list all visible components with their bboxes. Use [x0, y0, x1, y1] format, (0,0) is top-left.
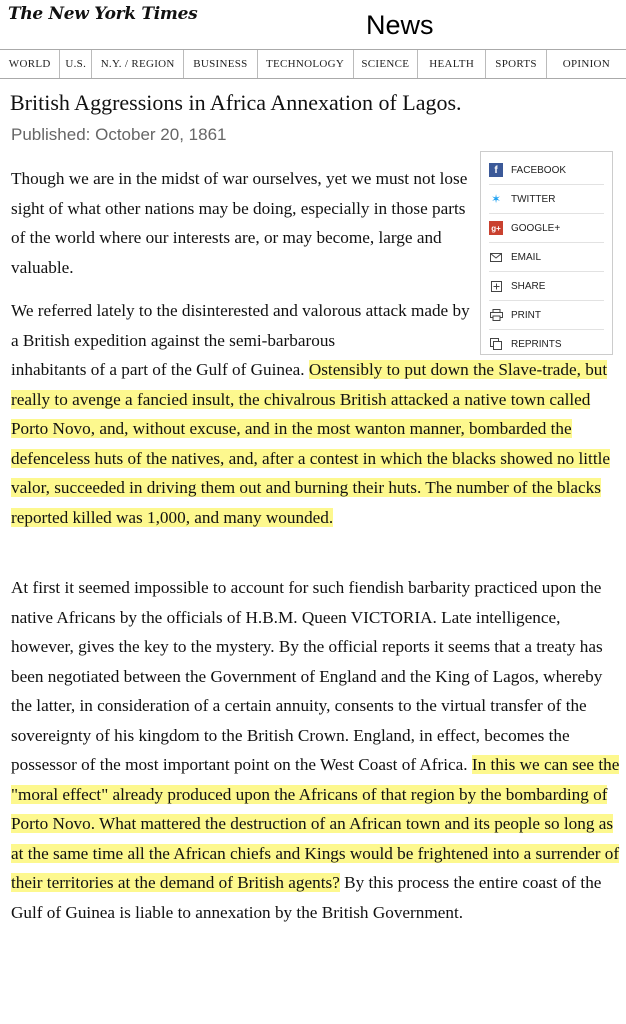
- paragraph-3-text: At first it seemed impossible to account for such fiendish barbarity practiced upon the native Africans by the officials of H.B.M. Queen VICTORIA. Late intelligence, however, gives the key to the mystery. By the official reports it seems that a treaty has been negotiated between the Government of England and the King of Lagos, whereby the latter, in consideration of a certain annuity, consents to the virtual transfer of the sovereignty of his kingdom to the British Crown. England, in effect, becomes the possessor of the most important point on the West Coast of Africa.: [11, 578, 603, 774]
- nav-item-business[interactable]: BUSINESS: [184, 50, 257, 78]
- print-icon: [489, 308, 503, 322]
- twitter-icon: ✶: [490, 192, 502, 206]
- share-email[interactable]: [489, 243, 604, 272]
- nav-item-opinion[interactable]: OPINION: [562, 58, 611, 70]
- share-print[interactable]: [489, 301, 604, 330]
- article-paragraph-2: [11, 355, 625, 532]
- nav-item-health[interactable]: HEALTH: [418, 50, 486, 78]
- nav-item-ny-region[interactable]: N.Y. / REGION: [92, 50, 184, 78]
- article-headline: British Aggressions in Africa Annexation of Lagos.: [10, 90, 462, 115]
- share-facebook[interactable]: [489, 156, 604, 185]
- section-title: News: [366, 10, 434, 40]
- masthead: [0, 0, 626, 46]
- article-paragraph-1: Though we are in the midst of war ourselves, yet we must not lose sight of what other nations may be doing, especially in those parts of the world where our interests are, or may become, large and valuable.: [11, 169, 468, 277]
- nav-item-world[interactable]: WORLD: [0, 50, 60, 78]
- share-share[interactable]: [489, 272, 604, 301]
- share-twitter[interactable]: [489, 185, 604, 214]
- email-icon: [489, 250, 503, 264]
- google-plus-icon: g+: [489, 221, 503, 235]
- reprints-icon: [489, 337, 503, 351]
- section-nav: [0, 49, 626, 79]
- nyt-logo[interactable]: The New York Times: [8, 4, 198, 24]
- share-share-label: SHARE: [511, 280, 546, 292]
- share-facebook-label: FACEBOOK: [511, 164, 567, 176]
- published-date: Published: October 20, 1861: [11, 125, 227, 144]
- share-google-plus[interactable]: [489, 214, 604, 243]
- paragraph-3-tail: By this process the entire coast of the Gulf of Guinea is liable to annexation by the British Government.: [11, 873, 602, 922]
- share-icon: [489, 279, 503, 293]
- article-paragraph-2-lead: We referred lately to the disinterested and valorous attack made by a British expedition against the semi-barbarous: [11, 301, 470, 350]
- nav-item-science[interactable]: SCIENCE: [354, 50, 418, 78]
- share-reprints[interactable]: [489, 330, 604, 358]
- article-paragraph-3: [11, 573, 623, 927]
- share-reprints-label: REPRINTS: [511, 338, 562, 350]
- paragraph-2-text: inhabitants of a part of the Gulf of Guinea.: [11, 360, 305, 379]
- share-twitter-label: TWITTER: [511, 193, 556, 205]
- highlighted-passage-2: In this we can see the "moral effect" already produced upon the Africans of that region by the bombarding of Porto Novo. What mattered the destruction of an African town and its people so long as at the same time all the African chiefs and Kings would be frightened into a surrender of their territories at the demand of British agents?: [11, 755, 620, 892]
- share-google-plus-label: GOOGLE+: [511, 222, 561, 234]
- share-tools: [480, 151, 613, 355]
- nav-item-sports[interactable]: SPORTS: [486, 50, 546, 78]
- share-email-label: EMAIL: [511, 251, 542, 263]
- facebook-icon: f: [489, 163, 503, 177]
- highlighted-passage-1: Ostensibly to put down the Slave-trade, but really to avenge a fancied insult, the chivalrous British attacked a native town called Porto Novo, and, without excuse, and in the most wanton manner, bombarded the defenceless huts of the natives, and, after a contest in which the blacks showed no little valor, succeeded in driving them out and burning their huts. The number of the blacks reported killed was 1,000, and many wounded.: [11, 360, 610, 527]
- share-print-label: PRINT: [511, 309, 541, 321]
- nav-item-technology[interactable]: TECHNOLOGY: [258, 50, 354, 78]
- nav-item-us[interactable]: U.S.: [60, 50, 92, 78]
